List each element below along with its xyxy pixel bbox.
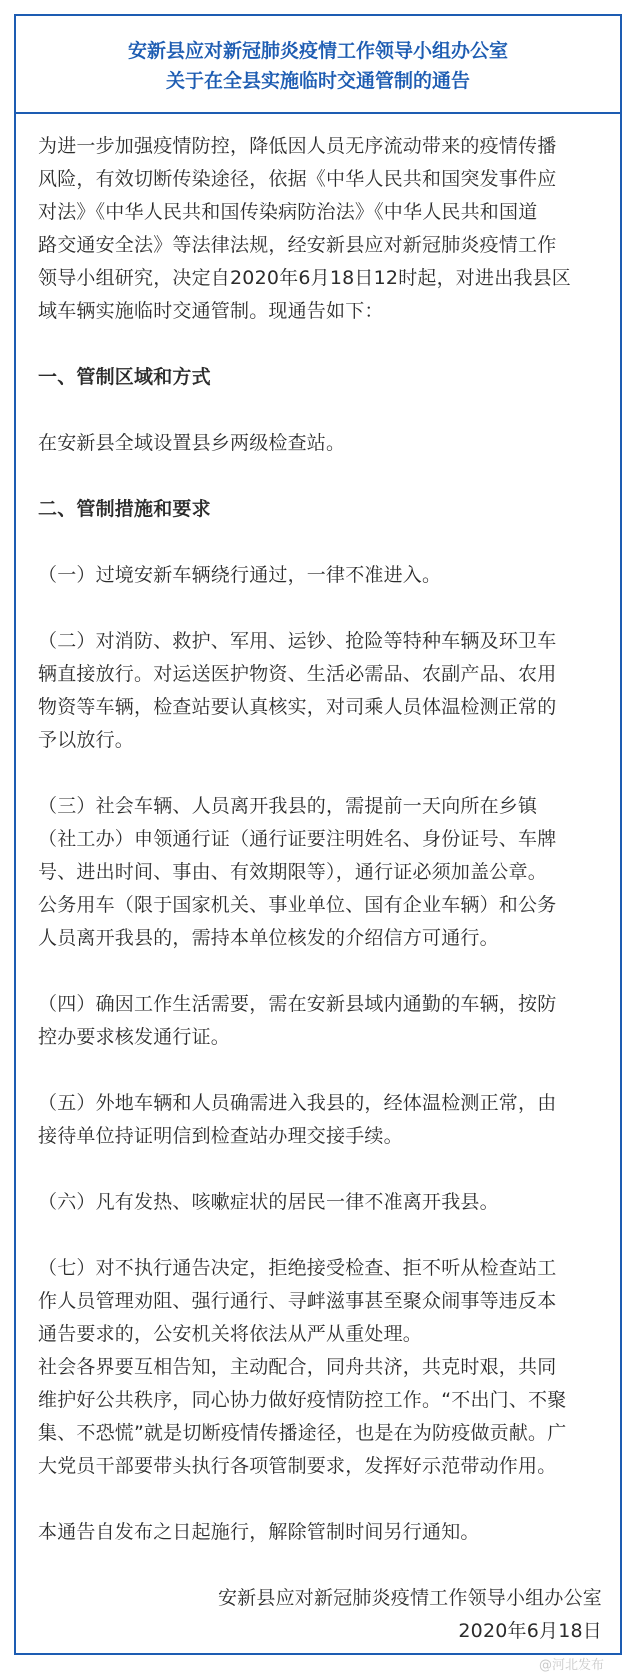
text-line: 社会各界要互相告知，主动配合，同舟共济，共克时艰，共同 (38, 1356, 557, 1378)
text-line: （一）过境安新车辆绕行通过，一律不准进入。 (38, 564, 442, 586)
notice-title (16, 16, 620, 114)
text-line: （五）外地车辆和人员确需进入我县的，经体温检测正常，由 (38, 1092, 557, 1114)
measure-item-4 (38, 988, 610, 1054)
closing-statement: 本通告自发布之日起施行，解除管制时间另行通知。 (38, 1521, 480, 1543)
text-line: 接待单位持证明信到检查站办理交接手续。 (38, 1125, 403, 1147)
title-line-2: 关于在全县实施临时交通管制的通告 (165, 70, 470, 92)
section-1-heading: 一、管制区域和方式 (38, 366, 211, 388)
text-line: 通告要求的，公安机关将依法从严从重处理。 (38, 1323, 423, 1345)
text-line: 路交通安全法》等法律法规，经安新县应对新冠肺炎疫情工作 (38, 234, 557, 256)
text-line: 公务用车（限于国家机关、事业单位、国有企业车辆）和公务 (38, 894, 557, 916)
text-line: 为进一步加强疫情防控，降低因人员无序流动带来的疫情传播 (38, 135, 557, 157)
title-line-1: 安新县应对新冠肺炎疫情工作领导小组办公室 (127, 40, 508, 62)
intro-paragraph (38, 130, 610, 328)
text-line: 物资等车辆，检查站要认真核实，对司乘人员体温检测正常的 (38, 696, 557, 718)
measure-item-3 (38, 790, 610, 955)
text-line: 大党员干部要带头执行各项管制要求，发挥好示范带动作用。 (38, 1455, 557, 1477)
measure-item-6 (38, 1186, 610, 1219)
measure-item-5 (38, 1087, 610, 1153)
text-line: 号、进出时间、事由、有效期限等），通行证必须加盖公章。 (38, 861, 547, 883)
signature-block (38, 1582, 610, 1648)
section-1-body: 在安新县全域设置县乡两级检查站。 (38, 432, 346, 454)
signature-date: 2020年6月18日 (458, 1620, 602, 1642)
text-line: 作人员管理劝阻、强行通行、寻衅滋事甚至聚众闹事等违反本 (38, 1290, 557, 1312)
text-line: 维护好公共秩序，同心协力做好疫情防控工作。“不出门、不聚 (38, 1389, 567, 1411)
text-line: 风险，有效切断传染途径，依据《中华人民共和国突发事件应 (38, 168, 557, 190)
text-line: 控办要求核发通行证。 (38, 1026, 231, 1048)
text-line: 辆直接放行。对运送医护物资、生活必需品、农副产品、农用 (38, 663, 557, 685)
text-line: （三）社会车辆、人员离开我县的，需提前一天向所在乡镇 (38, 795, 538, 817)
measure-item-2 (38, 625, 610, 757)
signature-org: 安新县应对新冠肺炎疫情工作领导小组办公室 (217, 1587, 602, 1609)
text-line: 予以放行。 (38, 729, 135, 751)
text-line: 领导小组研究，决定自2020年6月18日12时起，对进出我县区 (38, 267, 571, 289)
text-line: （七）对不执行通告决定，拒绝接受检查、拒不听从检查站工 (38, 1257, 557, 1279)
text-line: 对法》《中华人民共和国传染病防治法》《中华人民共和国道 (38, 201, 538, 223)
text-line: （社工办）申领通行证（通行证要注明姓名、身份证号、车牌 (38, 828, 557, 850)
measure-item-7 (38, 1252, 610, 1483)
text-line: 人员离开我县的，需持本单位核发的介绍信方可通行。 (38, 927, 499, 949)
text-line: （二）对消防、救护、军用、运钞、抢险等特种车辆及环卫车 (38, 630, 557, 652)
text-line: 域车辆实施临时交通管制。现通告如下： (38, 300, 384, 322)
notice-body (38, 130, 610, 1648)
text-line: （四）确因工作生活需要，需在安新县域内通勤的车辆，按防 (38, 993, 557, 1015)
weibo-watermark: @河北发布 (538, 1658, 604, 1673)
measure-item-1 (38, 559, 610, 592)
section-2-heading: 二、管制措施和要求 (38, 498, 211, 520)
text-line: （六）凡有发热、咳嗽症状的居民一律不准离开我县。 (38, 1191, 499, 1213)
text-line: 集、不恐慌”就是切断疫情传播途径，也是在为防疫做贡献。广 (38, 1422, 567, 1444)
